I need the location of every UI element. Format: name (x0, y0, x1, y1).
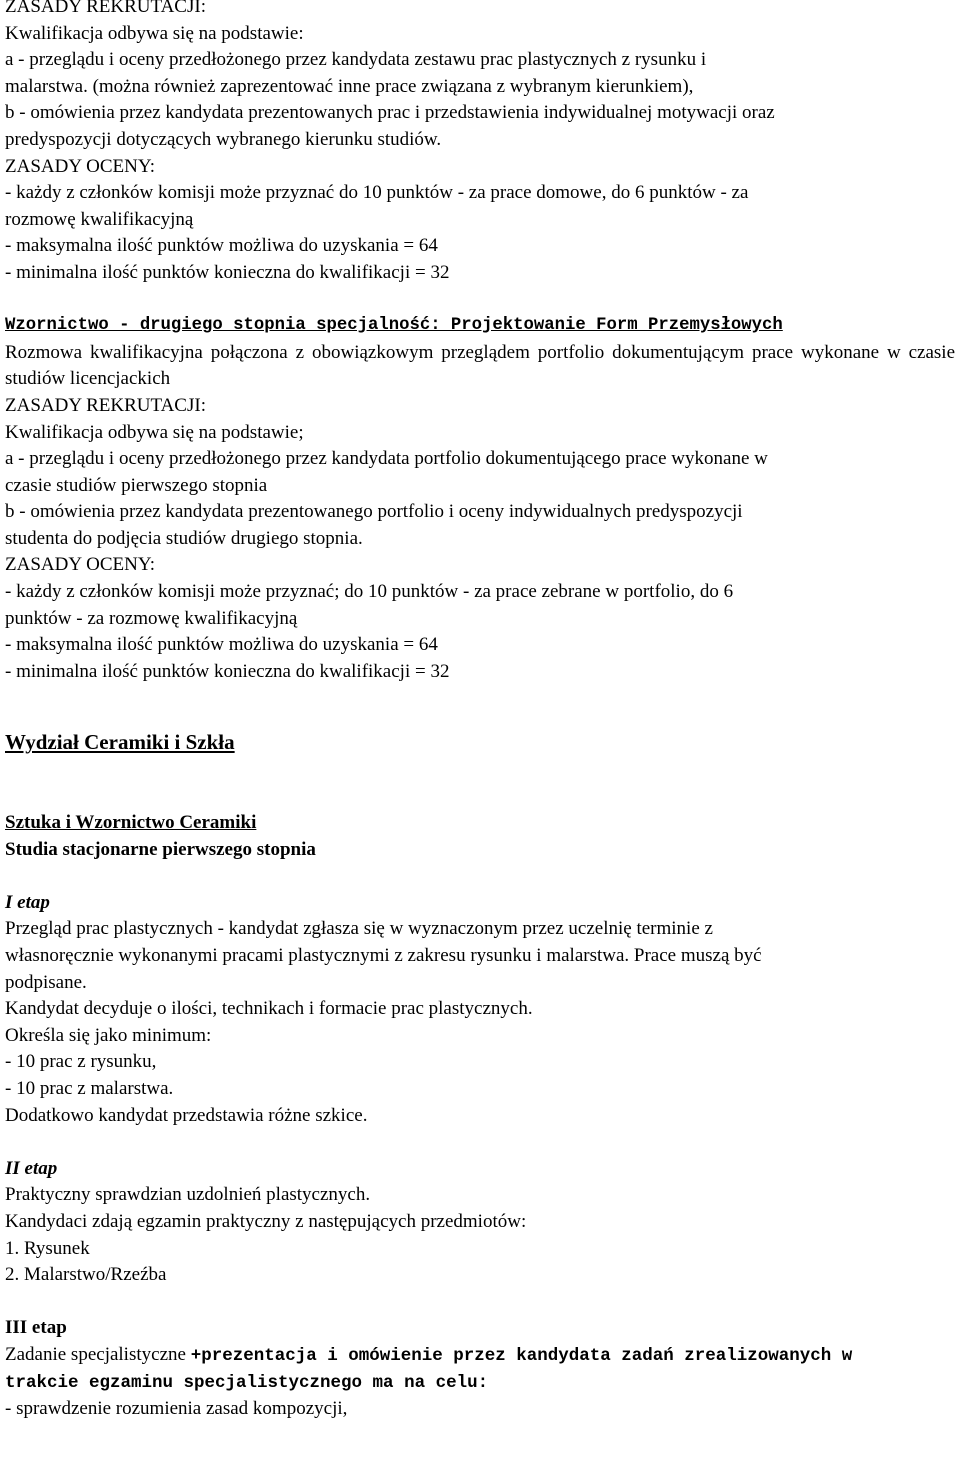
text-line: 1. Rysunek (5, 1237, 90, 1259)
text-line: Dodatkowo kandydat przedstawia różne szkice. (5, 1104, 368, 1126)
text-line: ZASADY REKRUTACJI: (5, 394, 206, 416)
text-line: predyspozycji dotyczących wybranego kierunku studiów. (5, 128, 442, 150)
text-line (5, 1342, 955, 1370)
spacer (5, 863, 955, 890)
text-line: Przegląd prac plastycznych - kandydat zgłasza się w wyznaczonym przez uczelnię terminie z (5, 918, 713, 940)
faculty-title: Wydział Ceramiki i Szkła (5, 730, 235, 755)
intro-paragraph: Rozmowa kwalifikacyjna połączona z obowiązkowym przeglądem portfolio dokumentującym prace wykonane w czasie studiów licencjackich (5, 341, 955, 390)
text-line: a - przeglądu i oceny przedłożonego przez kandydata portfolio dokumentującego prace wykonane w (5, 448, 768, 470)
section-stage-3 (5, 1315, 955, 1422)
text-line: Kwalifikacja odbywa się na podstawie; (5, 421, 304, 443)
text-line: ZASADY REKRUTACJI: (5, 0, 206, 17)
text-line: - 10 prac z rysunku, (5, 1051, 157, 1073)
text-line: b - omówienia przez kandydata prezentowanego portfolio i oceny indywidualnych predyspozycji (5, 501, 743, 523)
program-header (5, 810, 955, 863)
section-stage-1 (5, 890, 955, 1129)
text-bold: +prezentacja i omówienie przez kandydata zadań zrealizowanych w (190, 1345, 853, 1366)
spacer (5, 1129, 955, 1156)
text-line: własnoręcznie wykonanymi pracami plastycznymi z zakresu rysunku i malarstwa. Prace muszą być (5, 945, 762, 966)
text-line: Praktyczny sprawdzian uzdolnień plastycznych. (5, 1184, 371, 1206)
study-mode: Studia stacjonarne pierwszego stopnia (5, 838, 316, 860)
text-line: - każdy z członków komisji może przyznać; do 10 punktów - za prace zebrane w portfolio, do 6 (5, 581, 734, 603)
text-line: Kandydaci zdają egzamin praktyczny z następujących przedmiotów: (5, 1210, 527, 1232)
text-line: podpisane. (5, 971, 87, 993)
text-line: ZASADY OCENY: (5, 155, 156, 177)
text-line: Kandydat decyduje o ilości, technikach i formacie prac plastycznych. (5, 998, 533, 1020)
text-line: studenta do podjęcia studiów drugiego stopnia. (5, 527, 363, 549)
stage-title: III etap (5, 1317, 67, 1339)
text-line: - sprawdzenie rozumienia zasad kompozycji, (5, 1398, 348, 1420)
text-line: - minimalna ilość punktów konieczna do kwalifikacji = 32 (5, 660, 450, 682)
text-line: Kwalifikacja odbywa się na podstawie: (5, 22, 304, 44)
text-line: trakcie egzaminu specjalistycznego ma na celu: (5, 1372, 489, 1393)
text-line: - każdy z członków komisji może przyznać do 10 punktów - za prace domowe, do 6 punktów - za (5, 182, 749, 204)
text-line: Określa się jako minimum: (5, 1024, 212, 1046)
text-line: malarstwa. (można również zaprezentować inne prace związana z wybranym kierunkiem), (5, 75, 694, 97)
text-line: - maksymalna ilość punktów możliwa do uzyskania = 64 (5, 634, 438, 656)
text-line: rozmowę kwalifikacyjną (5, 208, 194, 230)
spacer (5, 1289, 955, 1316)
stage-title: II etap (5, 1157, 58, 1179)
spacer (5, 756, 955, 810)
spacer (5, 287, 955, 314)
stage-title: I etap (5, 891, 50, 913)
section-recruitment-1 (5, 0, 955, 287)
text-line: b - omówienia przez kandydata prezentowanych prac i przedstawienia indywidualnej motywacji oraz (5, 102, 775, 124)
text-line: - 10 prac z malarstwa. (5, 1077, 174, 1099)
section-design-second-degree (5, 313, 955, 685)
text-line: - maksymalna ilość punktów możliwa do uzyskania = 64 (5, 235, 438, 257)
text-line: czasie studiów pierwszego stopnia (5, 474, 268, 496)
section-stage-2 (5, 1156, 955, 1289)
section-heading: Wzornictwo - drugiego stopnia specjalność: Projektowanie Form Przemysłowych (5, 316, 783, 336)
spacer (5, 685, 955, 729)
text-line: a - przeglądu i oceny przedłożonego przez kandydata zestawu prac plastycznych z rysunku i (5, 49, 707, 71)
text-line: - minimalna ilość punktów konieczna do kwalifikacji = 32 (5, 261, 450, 283)
text-normal: Zadanie specjalistyczne (5, 1343, 191, 1365)
text-line: 2. Malarstwo/Rzeźba (5, 1264, 167, 1286)
text-line: punktów - za rozmowę kwalifikacyjną (5, 607, 298, 629)
text-line: ZASADY OCENY: (5, 554, 156, 576)
program-title: Sztuka i Wzornictwo Ceramiki (5, 812, 257, 834)
